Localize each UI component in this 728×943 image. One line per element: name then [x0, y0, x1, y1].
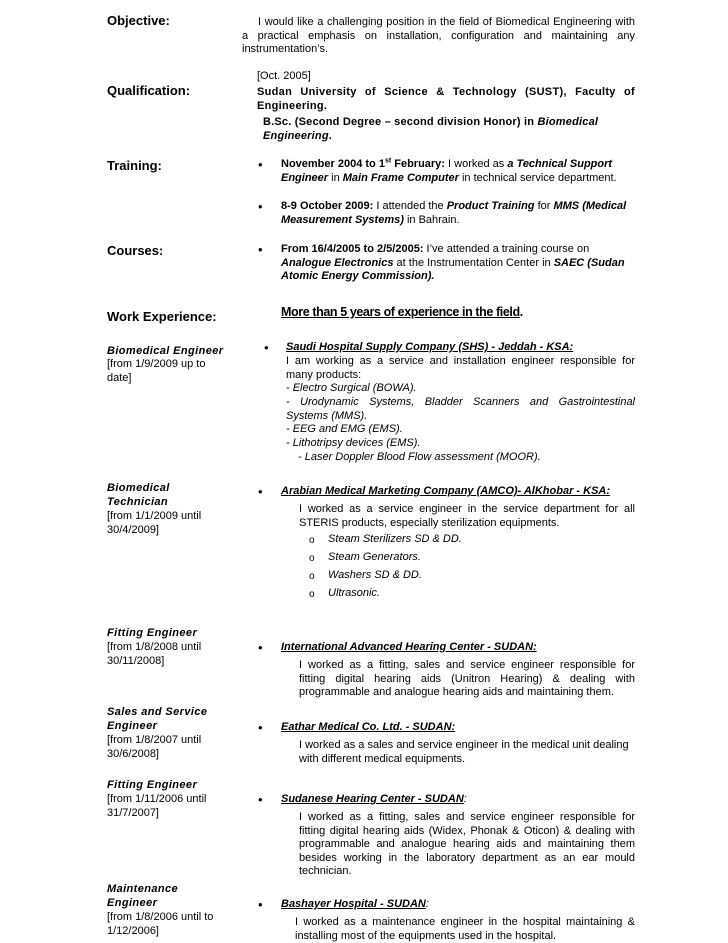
text: at the Instrumentation Center in [393, 256, 554, 269]
emphasis: Analogue Electronics [281, 256, 394, 269]
job-dates: [from 1/8/2007 until 30/6/2008] [107, 734, 202, 760]
bullet-icon: • [258, 640, 263, 655]
job-dates: [from 1/8/2006 until to 1/12/2006] [107, 911, 214, 937]
job-description: I worked as a fitting, sales and service engineer responsible for fitting digital hearing aids (Unitron Hearing) & dealing with programmable and analogue hearing aids and maintaining them. [299, 659, 635, 698]
job-title: Biomedical Technician [107, 482, 170, 508]
company-tail: : [425, 898, 429, 910]
course-date: From 16/4/2005 to 2/5/2005: [281, 243, 424, 255]
bullet-icon: • [258, 792, 263, 807]
circle-bullet-icon: o [309, 571, 315, 582]
job-title: Fitting Engineer [107, 627, 198, 639]
company-name: International Advanced Hearing Center - SUDAN: [281, 641, 537, 653]
job-title: Maintenance Engineer [107, 883, 179, 909]
job-description: I worked as a service engineer in the service department for all STERIS products, especially sterilization equipments. [299, 503, 635, 529]
product-item: Steam Sterilizers SD & DD. [328, 533, 462, 545]
text: in [328, 171, 343, 184]
degree-prefix: B.Sc. (Second Degree – second division Honor) in [263, 116, 538, 128]
training-date: 8-9 October 2009: [281, 200, 374, 212]
product-item: - EEG and EMG (EMS). [286, 423, 403, 435]
company-text: Bashayer Hospital - SUDAN [281, 898, 426, 910]
company-name [281, 898, 429, 912]
training-label: Training: [107, 158, 162, 173]
circle-bullet-icon: o [309, 553, 315, 564]
company-name [281, 793, 467, 807]
bullet-icon: • [258, 242, 263, 257]
qualification-degree [263, 116, 623, 143]
job-description: I am working as a service and installation engineer responsible for many products: [286, 355, 635, 381]
company-name: Saudi Hospital Supply Company (SHS) - Jeddah - KSA: [286, 341, 574, 353]
training-item-1 [281, 158, 631, 185]
training-date-end: February: [391, 158, 445, 170]
job-title: Sales and Service Engineer [107, 706, 208, 732]
headline-tail: . [519, 305, 523, 319]
job-description: I worked as a fitting, sales and service engineer responsible for fitting digital hearing aids (Widex, Phonak & Oticon) & dealing with programmable and analogue hearing aids and maintaining them besides working in the laboratory department as an ear mould technician. [299, 811, 635, 877]
job-title: Biomedical Engineer [107, 345, 224, 357]
job-dates: [from 1/9/2009 up to date] [107, 358, 206, 384]
job-dates: [from 1/8/2008 until 30/11/2008] [107, 641, 202, 667]
training-item-2 [281, 200, 631, 227]
emphasis: SAEC (Sudan Atomic Energy Commission). [281, 256, 625, 282]
emphasis: Product Training [446, 200, 535, 212]
bullet-icon: • [258, 720, 263, 735]
objective-label: Objective: [107, 13, 170, 28]
product-item: - Lithotripsy devices (EMS). [286, 437, 421, 449]
objective-text: I would like a challenging position in the field of Biomedical Engineering with a practical emphasis on installation, configuration and maintaining any instrumentation’s. [242, 16, 635, 55]
emphasis: a Technical Support Engineer [281, 158, 613, 184]
text: I attended the [373, 200, 447, 212]
courses-label: Courses: [107, 243, 164, 258]
training-date-sup: st [384, 157, 392, 165]
work-headline [281, 306, 523, 320]
company-text: Sudanese Hearing Center - SUDAN [281, 793, 464, 805]
product-item: Steam Generators. [328, 551, 421, 563]
training-date: November 2004 to 1 [281, 158, 385, 170]
job-title: Fitting Engineer [107, 779, 198, 791]
work-label: Work Experience: [107, 309, 217, 324]
product-item: - Laser Doppler Blood Flow assessment (MOOR). [298, 451, 541, 463]
bullet-icon: • [264, 340, 269, 355]
product-item: Washers SD & DD. [328, 569, 422, 581]
courses-item [281, 243, 633, 284]
text: for [534, 200, 554, 212]
text: I worked as [444, 158, 508, 170]
job-dates: [from 1/1/2009 until 30/4/2009] [107, 510, 202, 536]
emphasis: MMS (Medical Measurement Systems) [281, 200, 627, 226]
job-dates: [from 1/11/2006 until 31/7/2007] [107, 793, 207, 819]
qualification-label: Qualification: [107, 83, 191, 98]
bullet-icon: • [258, 199, 263, 214]
job-description: I worked as a maintenance engineer in the hospital maintaining & installing most of the equipments used in the hospital. [295, 916, 635, 942]
product-item: - Urodynamic Systems, Bladder Scanners and Gastrointestinal Systems (MMS). [286, 396, 635, 422]
bullet-icon: • [258, 897, 263, 912]
emphasis: Main Frame Computer [342, 171, 459, 184]
degree-field: Biomedical Engineering [263, 116, 599, 142]
circle-bullet-icon: o [309, 535, 315, 546]
headline-text: More than 5 years of experience in the field [281, 305, 520, 319]
bullet-icon: • [258, 484, 263, 499]
company-name: Eathar Medical Co. Ltd. - SUDAN: [281, 721, 456, 733]
product-item: - Electro Surgical (BOWA). [286, 382, 417, 394]
product-item: Ultrasonic. [328, 587, 380, 599]
text: in technical service department. [458, 171, 617, 184]
degree-suffix: . [328, 129, 333, 142]
company-tail: : [463, 793, 467, 805]
qualification-date: [Oct. 2005] [257, 70, 311, 82]
qualification-institution: Sudan University of Science & Technology (SUST), Faculty of Engineering. [257, 86, 635, 112]
text: in Bahrain. [403, 213, 460, 226]
circle-bullet-icon: o [309, 589, 315, 600]
job-description: I worked as a sales and service engineer in the medical unit dealing with different medical equipments. [299, 739, 629, 765]
text: I’ve attended a training course on [423, 243, 590, 255]
bullet-icon: • [258, 157, 263, 172]
company-name: Arabian Medical Marketing Company (AMCO)- AlKhobar - KSA: [281, 485, 611, 497]
